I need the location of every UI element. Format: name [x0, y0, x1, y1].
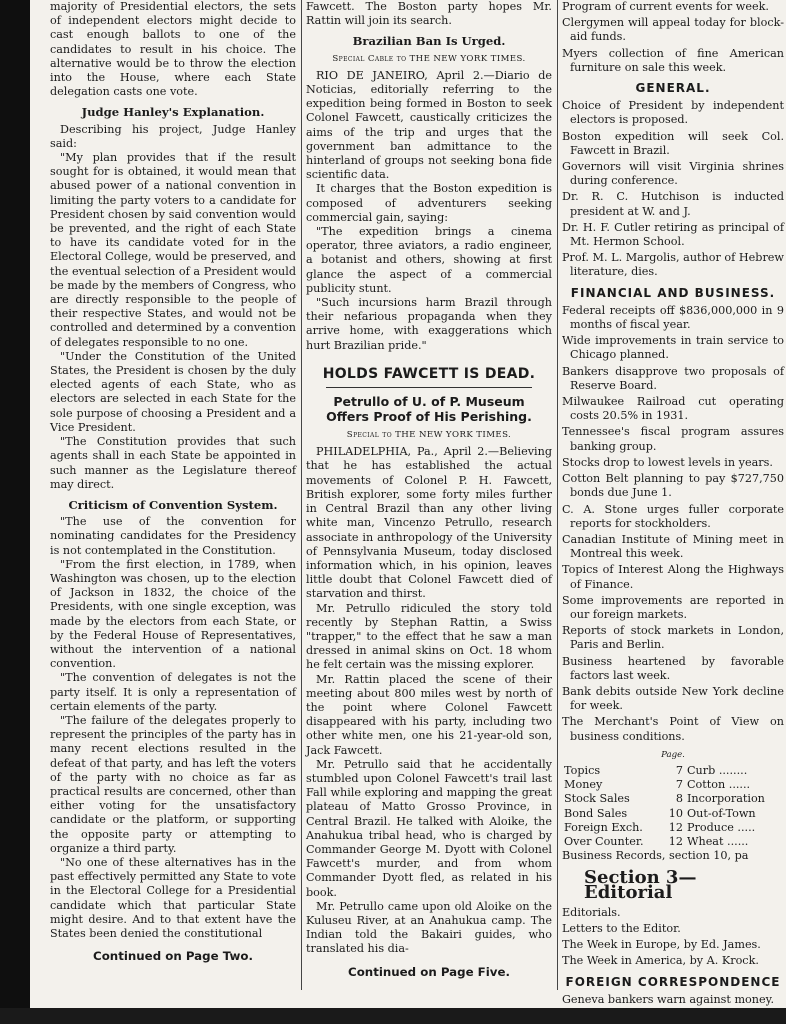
article-paragraph: "Such incursions harm Brazil through their nefarious propaganda when they arrive home, with exaggerations which hurt Brazilian pride.": [306, 296, 552, 352]
topic-name: Incorporation: [686, 792, 765, 806]
table-row: [562, 835, 784, 849]
index-item: Governors will visit Virginia shrines during conference.: [562, 160, 784, 188]
topic-name: Cotton ......: [686, 778, 751, 792]
column-fawcett: [306, 0, 552, 990]
topic-page: 10: [668, 806, 683, 820]
page-left-edge: [0, 0, 30, 1024]
topic-name: Money: [564, 778, 603, 792]
article-paragraph: Fawcett. The Boston party hopes Mr. Rattin will join its search.: [306, 0, 552, 28]
article-paragraph: Mr. Rattin placed the scene of their meeting about 800 miles west by north of the point where Colonel Fawcett disappeared with his party, including two other white men, one his 21-year-old son, Jack Fawcett.: [306, 672, 552, 757]
topic-name: Wheat ......: [686, 834, 749, 848]
table-row: [562, 821, 784, 835]
index-item: Stocks drop to lowest levels in years.: [562, 455, 773, 469]
index-item: The Week in Europe, by Ed. James.: [562, 938, 761, 952]
index-item: Boston expedition will seek Col. Fawcett in Brazil.: [562, 129, 784, 157]
topic-page: 8: [675, 792, 683, 806]
index-section-heading: FINANCIAL AND BUSINESS.: [570, 285, 776, 300]
continued-line: Continued on Page Two.: [93, 949, 253, 964]
topic-page: 7: [675, 763, 683, 777]
topic-name: Over Counter.: [564, 834, 644, 848]
index-item: Myers collection of fine American furniture on sale this week.: [562, 46, 784, 74]
page-bottom-edge: [0, 1008, 786, 1024]
article-paragraph: "From the first election, in 1789, when Washington was chosen, up to the election of Jackson in 1832, the choice of the Presidents, with one single exception, was made by the electors from each State, or by the Federal House of Representatives, without the intervention of a national convention.: [50, 557, 296, 671]
article-paragraph: "The expedition brings a cinema operator, three aviators, a radio engineer, a botanist and others, showing at first glance the aspect of a commercial publicity stunt.: [306, 225, 552, 295]
article-paragraph: "The Constitution provides that such agents shall in each State be appointed in such manner as the Legislature thereof may direct.: [50, 435, 296, 491]
article-paragraph: "Under the Constitution of the United States, the President is chosen by the duly elected agents of each State, who as electors are selected in each State for the sole purpose of choosing a President and a Vice President.: [50, 349, 296, 434]
index-item: Editorials.: [562, 905, 621, 919]
topic-name: Topics: [564, 763, 601, 777]
column-index: [562, 0, 784, 1006]
index-item: Tennessee's fiscal program assures banking group.: [562, 425, 784, 453]
index-section-heading: GENERAL.: [635, 81, 711, 96]
index-item: Choice of President by independent electors is proposed.: [562, 99, 784, 127]
divider: [326, 387, 532, 388]
index-item: Business heartened by favorable factors last week.: [562, 654, 784, 682]
article-paragraph: Mr. Petrullo ridiculed the story told recently by Stephan Rattin, a Swiss "trapper," to the effect that he saw a man dressed in animal skins on Oct. 18 whom he felt certain was the missing explorer.: [306, 601, 552, 672]
index-item: Milwaukee Railroad cut operating costs 20.5% in 1931.: [562, 395, 784, 423]
index-item: Some improvements are reported in our foreign markets.: [562, 593, 784, 621]
index-item: Geneva bankers warn against money.: [562, 992, 775, 1006]
index-item: Federal receipts off $836,000,000 in 9 months of fiscal year.: [562, 303, 784, 332]
article-paragraph: RIO DE JANEIRO, April 2.—Diario de Noticias, editorially referring to the expedition being formed in Boston to seek Colonel Fawcett, caustically criticizes the aims of the trip and urges that the government ban admittance to the hinterland of groups not seeking bona fide scientific data.: [306, 68, 552, 182]
article-paragraph: PHILADELPHIA, Pa., April 2.—Believing that he has established the actual movements of Colonel P. H. Fawcett, British explorer, some forty miles further in Central Brazil than any other living white man, Vincenzo Petrullo, research associate in anthropology of the University of Pennsylvania Museum, today disclosed information which, in his opinion, leaves little doubt that Colonel Fawcett died of starvation and thirst.: [306, 445, 552, 601]
article-paragraph: Mr. Petrullo came upon old Aloike on the Kuluseu River, at an Anahukua camp. The Indian told the Bakairi guides, who translated his dia-: [306, 899, 552, 956]
index-section-heading: FOREIGN CORRESPONDENCE: [565, 974, 781, 989]
topic-name: Out-of-Town: [686, 806, 756, 820]
topic-page: 7: [675, 778, 683, 792]
article-paragraph: majority of Presidential electors, the sets of independent electors might decide to cast enough ballots to one of the candidates to result in his choice. The alternative would be to throw the election into the House, where each State delegation casts one vote.: [50, 0, 296, 99]
subheading: Brazilian Ban Is Urged.: [352, 34, 506, 49]
index-item: Canadian Institute of Mining meet in Montreal this week.: [562, 532, 784, 561]
section-heading: Section 3—Editorial: [584, 867, 697, 903]
index-item: Dr. H. F. Cutler retiring as principal of Mt. Hermon School.: [562, 220, 784, 249]
topic-page: 12: [668, 820, 683, 834]
article-paragraph: "The use of the convention for nominating candidates for the Presidency is not contemplated in the Constitution.: [50, 515, 296, 557]
index-item: The Merchant's Point of View on business conditions.: [562, 715, 784, 743]
topic-page: 12: [668, 834, 683, 848]
index-item: C. A. Stone urges fuller corporate reports for stockholders.: [562, 502, 784, 530]
index-item: Wide improvements in train service to Chicago planned.: [562, 334, 784, 362]
page-column-label: Page.: [661, 749, 685, 760]
index-item: Bankers disapprove two proposals of Reserve Board.: [562, 364, 784, 392]
table-row: [562, 764, 784, 778]
headline: HOLDS FAWCETT IS DEAD.: [322, 365, 536, 382]
topic-name: Produce .....: [686, 820, 756, 834]
article-paragraph: It charges that the Boston expedition is composed of adventurers seeking commercial gain, saying:: [306, 182, 552, 224]
index-item: Business Records, section 10, pa: [562, 849, 749, 863]
index-item: Reports of stock markets in London, Paris and Berlin.: [562, 624, 784, 652]
article-paragraph: "No one of these alternatives has in the past effectively permitted any State to vote in the Electoral College for a Presidential candidate which that particular State might desire. And to that extent have the States been denied the constitutional: [50, 855, 296, 940]
column-electoral-plan: [50, 0, 296, 990]
index-item: Cotton Belt planning to pay $727,750 bonds due June 1.: [562, 472, 784, 500]
column-rule: [557, 0, 558, 990]
index-item: Topics of Interest Along the Highways of Finance.: [562, 563, 784, 591]
topic-name: Foreign Exch.: [564, 820, 643, 834]
dateline: Special to THE NEW YORK TIMES.: [346, 430, 512, 441]
topics-table: [562, 764, 784, 849]
index-item: Letters to the Editor.: [562, 921, 681, 935]
table-row: [562, 807, 784, 821]
column-rule: [301, 0, 302, 990]
topic-name: Bond Sales: [564, 806, 628, 820]
index-item: The Week in America, by A. Krock.: [562, 954, 759, 968]
article-paragraph: Mr. Petrullo said that he accidentally stumbled upon Colonel Fawcett's trail last Fall while exploring and mapping the great plateau of Matto Grosso Province, in Central Brazil. He talked with Aloike, the Anahukua tribal head, who is charged by Commander George M. Dyott with Colonel Fawcett's murder, and from whom Commander Dyott fled, as related in his book.: [306, 757, 552, 899]
index-item: Bank debits outside New York decline for week.: [562, 684, 784, 713]
table-row: [562, 792, 784, 806]
index-item: Program of current events for week.: [562, 0, 769, 13]
subheading: Criticism of Convention System.: [68, 497, 278, 512]
topic-name: Stock Sales: [564, 792, 630, 806]
index-item: Clergymen will appeal today for block-aid funds.: [562, 16, 784, 44]
article-paragraph: "The convention of delegates is not the party itself. It is only a representation of certain elements of the party.: [50, 671, 296, 713]
subheading: Judge Hanley's Explanation.: [81, 105, 265, 120]
topic-name: Curb ........: [686, 763, 748, 777]
index-item: Dr. R. C. Hutchison is inducted president at W. and J.: [562, 190, 784, 218]
deck-headline: Petrullo of U. of P. Museum Offers Proof of His Perishing.: [326, 394, 532, 425]
dateline: Special Cable to THE NEW YORK TIMES.: [332, 53, 526, 64]
article-paragraph: Describing his project, Judge Hanley said:: [50, 122, 296, 150]
index-item: Prof. M. L. Margolis, author of Hebrew literature, dies.: [562, 251, 784, 279]
article-paragraph: "The failure of the delegates properly to represent the principles of the party has in many recent elections resulted in the defeat of that party, and has left the voters of the party with no choice as far as practical results are concerned, other than either voting for the unsatisfactory candidate or the platform, or supporting the opposite party or attempting to organize a third party.: [50, 713, 296, 855]
article-paragraph: "My plan provides that if the result sought for is obtained, it would mean that abused power of a national convention in limiting the party voters to a candidate for President chosen by said convention would be prevented, and the right of each State to have its candidate voted for in the Electoral College, would be preserved, and the eventual selection of a President would be made by the members of Congress, who are directly responsible to the people of their respective States, and would not be controlled and determined by a convention of delegates responsible to no one.: [50, 151, 296, 349]
table-row: [562, 778, 784, 792]
continued-line: Continued on Page Five.: [348, 964, 510, 979]
